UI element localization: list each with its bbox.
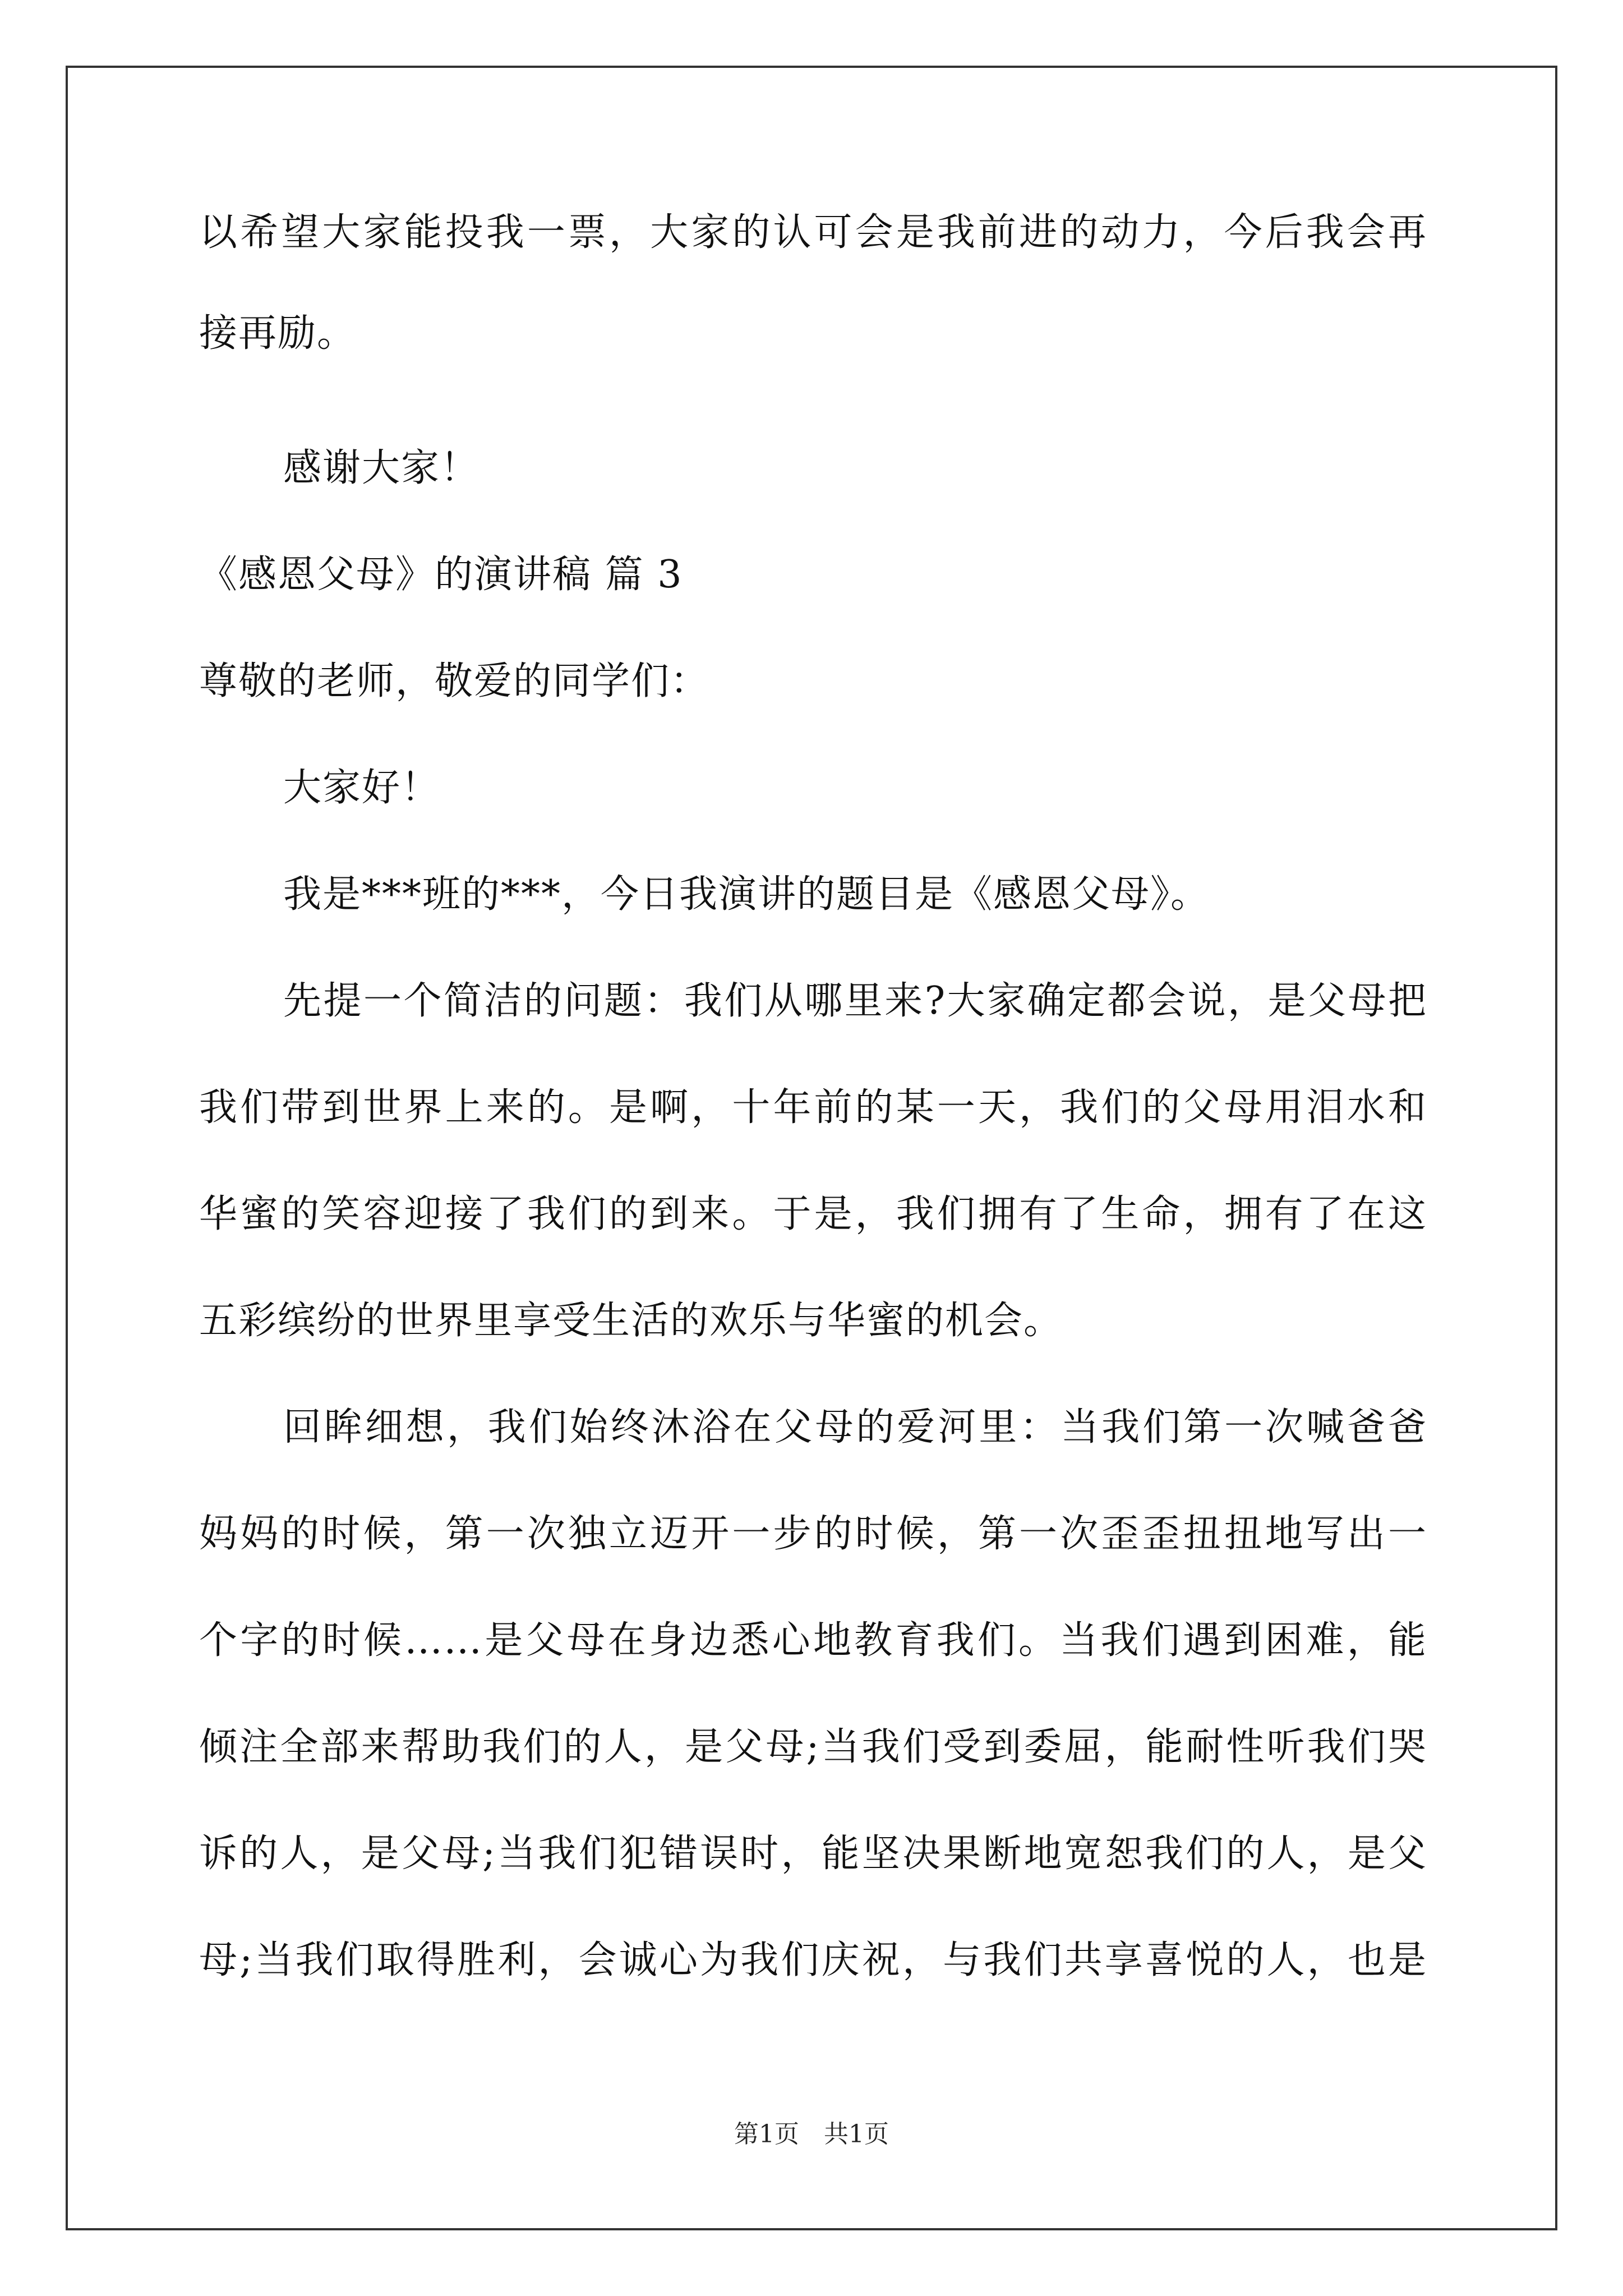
paragraph-line: 诉的人，是父母;当我们犯错误时，能坚决果断地宽恕我们的人，是父 (199, 1832, 1427, 1876)
page-total: 共1页 (824, 2120, 889, 2148)
paragraph-line: 接再励。 (199, 311, 357, 356)
paragraph-line: 五彩缤纷的世界里享受生活的欢乐与华蜜的机会。 (199, 1299, 1063, 1343)
paragraph-line: 母;当我们取得胜利，会诚心为我们庆祝，与我们共享喜悦的人，也是 (199, 1938, 1427, 1982)
paragraph-line: 个字的时候……是父母在身边悉心地教育我们。当我们遇到困难，能 (199, 1618, 1427, 1663)
section-heading: 《感恩父母》的演讲稿 篇 3 (199, 553, 683, 597)
paragraph-line: 倾注全部来帮助我们的人，是父母;当我们受到委屈，能耐性听我们哭 (199, 1725, 1427, 1769)
paragraph-line: 我们带到世界上来的。是啊，十年前的某一天，我们的父母用泪水和 (199, 1085, 1427, 1130)
greeting-line: 大家好！ (283, 766, 441, 810)
paragraph-line: 华蜜的笑容迎接了我们的到来。于是，我们拥有了生命，拥有了在这 (199, 1192, 1427, 1236)
page-number: 第1页 (734, 2120, 799, 2148)
salutation-line: 尊敬的老师，敬爱的同学们： (199, 659, 710, 703)
paragraph-line: 先提一个简洁的问题：我们从哪里来?大家确定都会说，是父母把 (283, 979, 1427, 1023)
page-border (66, 66, 1557, 2230)
closing-line: 感谢大家！ (283, 446, 480, 490)
paragraph-line: 回眸细想，我们始终沐浴在父母的爱河里：当我们第一次喊爸爸 (283, 1405, 1427, 1450)
page-footer (0, 2114, 1623, 2150)
paragraph-line: 妈妈的时候，第一次独立迈开一步的时候，第一次歪歪扭扭地写出一 (199, 1512, 1427, 1556)
paragraph-line: 我是***班的***，今日我演讲的题目是《感恩父母》。 (283, 872, 1210, 917)
paragraph-line: 以希望大家能投我一票，大家的认可会是我前进的动力，今后我会再 (199, 210, 1427, 255)
